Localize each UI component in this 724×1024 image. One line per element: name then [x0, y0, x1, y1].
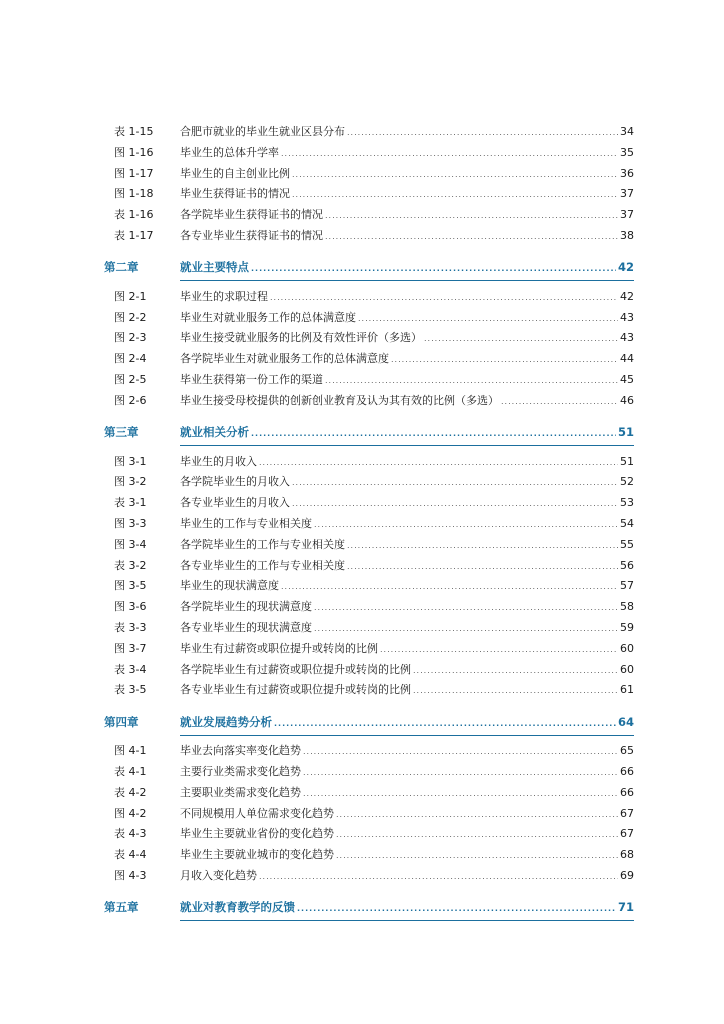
entry-title: 毕业生的现状满意度 — [180, 579, 279, 593]
entry-body — [180, 618, 634, 639]
page-number: 35 — [620, 145, 634, 159]
page-number: 65 — [620, 744, 634, 758]
chapter-title: 就业发展趋势分析 — [180, 714, 272, 729]
entry-body — [180, 845, 634, 866]
dot-leader — [358, 309, 618, 329]
page-number: 68 — [620, 848, 634, 862]
toc-entry-row[interactable] — [0, 618, 724, 638]
page-number: 67 — [620, 806, 634, 820]
entry-body — [180, 287, 634, 308]
entry-title: 主要行业类需求变化趋势 — [180, 765, 301, 778]
entry-body — [180, 328, 634, 349]
toc-entry-row[interactable] — [0, 680, 724, 700]
page-number: 61 — [620, 683, 634, 697]
toc-entry-row[interactable] — [0, 370, 724, 390]
chapter-title: 就业对教育教学的反馈 — [180, 900, 295, 915]
page-number: 34 — [620, 125, 634, 138]
toc-entry-row[interactable] — [0, 741, 724, 761]
entry-label: 表 3-2 — [114, 558, 147, 572]
entry-body — [180, 556, 634, 577]
entry-body — [180, 711, 634, 736]
toc-entry-row[interactable] — [0, 205, 724, 225]
dot-leader — [413, 661, 618, 681]
dot-leader — [314, 515, 618, 535]
toc-entry-row[interactable] — [0, 493, 724, 513]
page-number: 46 — [620, 393, 634, 407]
entry-title: 毕业生的自主创业比例 — [180, 166, 290, 180]
entry-title: 各学院毕业生的月收入 — [180, 475, 290, 489]
page-number: 66 — [620, 765, 634, 778]
entry-label: 图 3-7 — [114, 641, 147, 655]
chapter-label: 第三章 — [104, 425, 139, 440]
entry-label: 图 2-4 — [114, 352, 147, 366]
entry-body — [180, 660, 634, 681]
entry-body — [180, 535, 634, 556]
entry-label: 表 4-4 — [114, 848, 147, 862]
entry-title: 各学院毕业生的现状满意度 — [180, 600, 312, 614]
page-number: 58 — [620, 600, 634, 614]
entry-title: 毕业生的求职过程 — [180, 289, 268, 303]
chapter-label: 第四章 — [104, 714, 139, 729]
entry-title: 各专业毕业生的工作与专业相关度 — [180, 558, 345, 572]
chapter-title: 就业主要特点 — [180, 260, 249, 275]
page-number: 57 — [620, 579, 634, 593]
entry-body — [180, 370, 634, 391]
entry-label: 图 4-3 — [114, 869, 147, 882]
entry-label: 表 4-3 — [114, 827, 147, 841]
toc-entry-row[interactable] — [0, 762, 724, 782]
toc-entry-row[interactable] — [0, 576, 724, 596]
entry-label: 表 3-5 — [114, 683, 147, 697]
entry-title: 毕业生主要就业省份的变化趋势 — [180, 827, 334, 841]
dot-leader — [391, 350, 618, 370]
entry-body — [180, 514, 634, 535]
dot-leader — [347, 557, 618, 577]
entry-title: 毕业生的工作与专业相关度 — [180, 517, 312, 530]
page-number: 66 — [620, 785, 634, 799]
toc-entry-row[interactable] — [0, 660, 724, 680]
entry-title: 各专业毕业生的月收入 — [180, 496, 290, 510]
entry-label: 图 4-2 — [114, 806, 147, 820]
toc-entry-row[interactable] — [0, 122, 724, 142]
toc-entry-row[interactable] — [0, 143, 724, 163]
toc-chapter-row[interactable] — [0, 896, 724, 918]
page-number: 42 — [620, 289, 634, 303]
toc-entry-row[interactable] — [0, 556, 724, 576]
toc-entry-row[interactable] — [0, 391, 724, 411]
entry-body — [180, 184, 634, 205]
entry-body — [180, 824, 634, 845]
toc-chapter-row[interactable] — [0, 421, 724, 443]
page-number: 37 — [620, 187, 634, 201]
entry-label: 图 3-3 — [114, 517, 147, 530]
entry-label: 图 1-18 — [114, 187, 154, 201]
toc-entry-row[interactable] — [0, 639, 724, 659]
dot-leader — [281, 144, 618, 164]
entry-label: 表 1-17 — [114, 229, 154, 242]
entry-body — [180, 452, 634, 473]
entry-body — [180, 866, 634, 887]
dot-leader — [325, 371, 618, 391]
toc-entry-row[interactable] — [0, 226, 724, 246]
entry-label: 图 3-2 — [114, 475, 147, 489]
entry-body — [180, 896, 634, 921]
dot-leader — [292, 185, 618, 205]
entry-body — [180, 741, 634, 762]
dot-leader — [314, 598, 618, 618]
toc-entry-row[interactable] — [0, 804, 724, 824]
entry-body — [180, 308, 634, 329]
entry-body — [180, 576, 634, 597]
page-number: 43 — [620, 331, 634, 345]
dot-leader — [281, 577, 618, 597]
dot-leader — [347, 536, 618, 556]
dot-leader — [274, 713, 616, 735]
page-number: 43 — [620, 310, 634, 324]
page-number: 69 — [620, 869, 634, 882]
page-number: 55 — [620, 537, 634, 551]
entry-title: 毕业生对就业服务工作的总体满意度 — [180, 310, 356, 324]
dot-leader — [314, 619, 618, 639]
entry-title: 毕业生接受母校提供的创新创业教育及认为其有效的比例（多选） — [180, 393, 499, 407]
toc-entry-row[interactable] — [0, 308, 724, 328]
entry-title: 毕业生接受就业服务的比例及有效性评价（多选） — [180, 331, 422, 345]
dot-leader — [325, 206, 618, 226]
entry-body — [180, 762, 634, 783]
entry-label: 图 4-1 — [114, 744, 147, 758]
entry-label: 图 3-6 — [114, 600, 147, 614]
page-number: 38 — [620, 229, 634, 242]
entry-title: 各专业毕业生获得证书的情况 — [180, 229, 323, 242]
toc-entry-row[interactable] — [0, 535, 724, 555]
page-number: 51 — [620, 454, 634, 468]
entry-title: 合肥市就业的毕业生就业区县分布 — [180, 125, 345, 138]
page-number: 51 — [617, 425, 634, 440]
entry-title: 各学院毕业生获得证书的情况 — [180, 208, 323, 222]
toc-chapter-row[interactable] — [0, 711, 724, 733]
toc-entry-row[interactable] — [0, 328, 724, 348]
page-number: 59 — [620, 621, 634, 634]
page-number: 52 — [620, 475, 634, 489]
entry-label: 表 4-2 — [114, 785, 147, 799]
entry-label: 图 3-1 — [114, 454, 147, 468]
page-number: 37 — [620, 208, 634, 222]
entry-title: 毕业生主要就业城市的变化趋势 — [180, 848, 334, 862]
dot-leader — [292, 473, 618, 493]
page-number: 42 — [617, 260, 634, 275]
entry-body — [180, 164, 634, 185]
page-number: 64 — [617, 714, 634, 729]
entry-body — [180, 597, 634, 618]
entry-body — [180, 256, 634, 281]
entry-body — [180, 783, 634, 804]
chapter-title: 就业相关分析 — [180, 425, 249, 440]
toc-entry-row[interactable] — [0, 184, 724, 204]
entry-body — [180, 639, 634, 660]
dot-leader — [303, 742, 618, 762]
toc-entry-row[interactable] — [0, 866, 724, 886]
dot-leader — [413, 681, 618, 701]
dot-leader — [501, 392, 618, 412]
chapter-label: 第五章 — [104, 900, 139, 915]
entry-body — [180, 804, 634, 825]
entry-title: 月收入变化趋势 — [180, 869, 257, 882]
dot-leader — [380, 640, 618, 660]
entry-title: 毕业生的月收入 — [180, 454, 257, 468]
entry-label: 图 2-3 — [114, 331, 147, 345]
chapter-label: 第二章 — [104, 260, 139, 275]
toc-entry-row[interactable] — [0, 514, 724, 534]
dot-leader — [251, 423, 616, 445]
entry-title: 各学院毕业生的工作与专业相关度 — [180, 537, 345, 551]
toc-entry-row[interactable] — [0, 845, 724, 865]
entry-title: 毕业生获得证书的情况 — [180, 187, 290, 201]
toc-entry-row[interactable] — [0, 783, 724, 803]
entry-body — [180, 472, 634, 493]
dot-leader — [292, 165, 618, 185]
entry-label: 图 1-16 — [114, 145, 154, 159]
entry-body — [180, 143, 634, 164]
toc-entry-row[interactable] — [0, 824, 724, 844]
entry-body — [180, 205, 634, 226]
dot-leader — [347, 123, 618, 143]
page-number: 36 — [620, 166, 634, 180]
entry-label: 图 3-4 — [114, 537, 147, 551]
toc-entry-row[interactable] — [0, 472, 724, 492]
toc-entry-row[interactable] — [0, 597, 724, 617]
toc-entry-row[interactable] — [0, 287, 724, 307]
entry-body — [180, 349, 634, 370]
entry-body — [180, 226, 634, 247]
entry-label: 图 3-5 — [114, 579, 147, 593]
page-number: 60 — [620, 662, 634, 676]
dot-leader — [336, 825, 618, 845]
entry-label: 表 1-15 — [114, 125, 154, 138]
entry-title: 各学院毕业生有过薪资或职位提升或转岗的比例 — [180, 662, 411, 676]
page-number: 60 — [620, 641, 634, 655]
entry-body — [180, 680, 634, 701]
page-number: 53 — [620, 496, 634, 510]
toc-chapter-row[interactable] — [0, 256, 724, 278]
entry-title: 毕业生有过薪资或职位提升或转岗的比例 — [180, 641, 378, 655]
entry-title: 各专业毕业生的现状满意度 — [180, 621, 312, 634]
dot-leader — [303, 784, 618, 804]
page-number: 45 — [620, 373, 634, 386]
entry-title: 毕业去向落实率变化趋势 — [180, 744, 301, 758]
entry-body — [180, 391, 634, 412]
entry-title: 各学院毕业生对就业服务工作的总体满意度 — [180, 352, 389, 366]
entry-label: 表 4-1 — [114, 765, 147, 778]
dot-leader — [259, 867, 618, 887]
entry-label: 表 3-1 — [114, 496, 147, 510]
entry-title: 毕业生的总体升学率 — [180, 145, 279, 159]
page-number: 67 — [620, 827, 634, 841]
entry-body — [180, 421, 634, 446]
dot-leader — [303, 763, 618, 783]
entry-body — [180, 493, 634, 514]
dot-leader — [325, 227, 618, 247]
toc-entry-row[interactable] — [0, 349, 724, 369]
entry-label: 图 2-2 — [114, 310, 147, 324]
dot-leader — [336, 805, 618, 825]
entry-title: 各专业毕业生有过薪资或职位提升或转岗的比例 — [180, 683, 411, 697]
entry-label: 图 2-5 — [114, 373, 147, 386]
toc-entry-row[interactable] — [0, 452, 724, 472]
dot-leader — [270, 288, 618, 308]
entry-label: 图 2-1 — [114, 289, 147, 303]
dot-leader — [259, 453, 618, 473]
page-number: 71 — [617, 900, 634, 915]
entry-body — [180, 122, 634, 143]
page-number: 44 — [620, 352, 634, 366]
toc-entry-row[interactable] — [0, 164, 724, 184]
dot-leader — [297, 898, 616, 920]
page-number: 56 — [620, 558, 634, 572]
page-number: 54 — [620, 517, 634, 530]
dot-leader — [424, 329, 618, 349]
entry-label: 图 2-6 — [114, 393, 147, 407]
dot-leader — [251, 258, 616, 280]
entry-title: 不同规模用人单位需求变化趋势 — [180, 806, 334, 820]
entry-label: 表 1-16 — [114, 208, 154, 222]
dot-leader — [336, 846, 618, 866]
entry-label: 表 3-4 — [114, 662, 147, 676]
dot-leader — [292, 494, 618, 514]
entry-label: 图 1-17 — [114, 166, 154, 180]
entry-label: 表 3-3 — [114, 621, 147, 634]
entry-title: 主要职业类需求变化趋势 — [180, 785, 301, 799]
entry-title: 毕业生获得第一份工作的渠道 — [180, 373, 323, 386]
